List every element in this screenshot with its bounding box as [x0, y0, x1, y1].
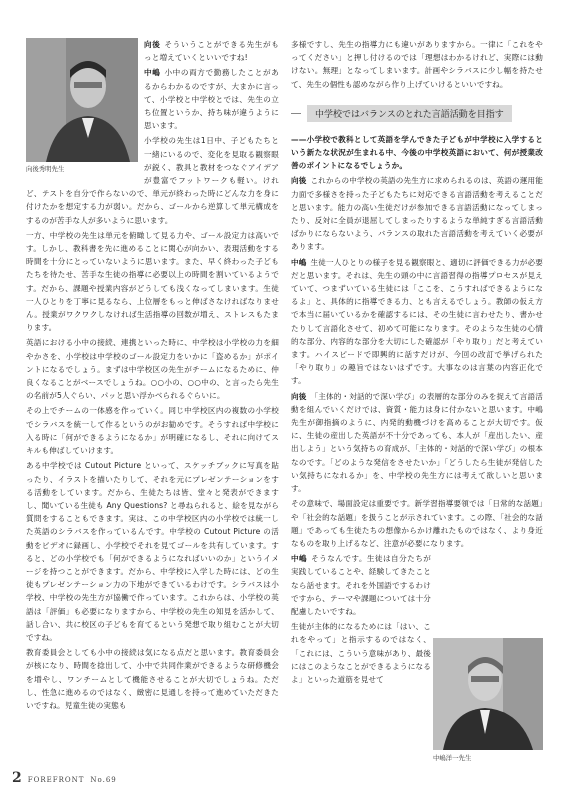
speaker: 中嶋	[291, 257, 307, 267]
photo-kogo	[26, 38, 138, 173]
paragraph: 教育委員会としても小中の接続は気になる点だと思います。教育委員会が核になり、時間を捻出して、小中で共同作業ができるような研修機会を増やし、ワンチームとして機能させることが大切でしょうね。ただし、性急に進めるのではなく、緻密に見通しを持って進めていただきたいですね。児童生徒の実態も	[26, 648, 279, 710]
page-number: 2	[12, 770, 22, 786]
page-footer	[12, 770, 117, 786]
paragraph-text: そうなんです。生徒は自分たちが実践していることや、経験してきたことなら話せます。それを外国語でするわけですから、テーマや課題については十分配慮したいですね。	[291, 554, 431, 616]
paragraph	[291, 256, 543, 388]
right-column	[291, 38, 543, 688]
photo-caption: 中嶋洋一先生	[433, 754, 472, 762]
photo-caption: 向後秀明先生	[26, 165, 65, 173]
section-heading-text: 中学校ではバランスのとれた言語活動を目指す	[307, 105, 512, 122]
speaker: 中嶋	[291, 554, 308, 564]
portrait-image	[433, 638, 543, 750]
paragraph	[291, 390, 543, 496]
right-bottom-text	[291, 552, 431, 686]
paragraph-text: 「主体的・対話的で深い学び」の表層的な部分のみを捉えて言語活動を組んでいくだけでは、資質・能力は身に付かないと思います。中嶋先生が御指摘のように、内発的動機づけを高めることが大切です。仮に、生徒の産出した英語が不十分であっても、本人が「産出したい、産出しよう」という気持ちの育成が、「主体的・対話的で深い学び」の根本なのです。「どのような発信をさせたいか」「どうしたら生徒が発信したい気持ちになれるか」を、中学校の先生方には考えて欲しいと思います。	[291, 391, 543, 494]
paragraph: 多様ですし、先生の指導力にも違いがありますから。一律に「これをやってください」と押し付けるのでは「理想はわかるけれど、実際には動けない。無理」となってしまいます。計画やシラバスに少し幅を持たせて、先生の個性も認めながら作り上げていけるといいですね。	[291, 40, 543, 89]
speaker: 中嶋	[144, 68, 161, 78]
paragraph-text: 生徒一人ひとりの様子を見る観察眼と、適切に評価できる力が必要だと思います。それは、先生の頭の中に言語習得の指導プロセスが見えていて、つまずいている生徒には「ここを、こうすればできるようになるよ」と、具体的に指導できる力、とも言えるでしょう。教師の仮え方で本当に届いているかを確認するには、その生徒に言わせたり、書かせたりして言語化させて、初めて可能になります。そのような生徒の心情的な部分、内容的な部分を大切にした確認が「やり取り」だと考えています。ハイスピードで即興的に話すだけが、今回の改訂で挙げられた「やり取り」の趣旨ではないはずです。大事なのは言葉の内容正化です。	[291, 257, 543, 386]
speaker: 向後	[291, 391, 307, 401]
paragraph: 英語における小中の接続、連携といった時に、中学校は小学校の力を細やかさを、小学校は中学校のゴール設定力をいかに「盗めるか」がポイントになるでしょう。まずは中学校区の先生がチームになるために、仲良くなることがベースでしょうね。○○小の、○○中の、と言ったら先生の名前が5人ぐらい、パッと思い浮かべられるぐらいに。	[26, 338, 279, 401]
speaker: 向後	[144, 40, 161, 49]
paragraph: ある中学校では Cutout Picture といって、スケッチブックに写真を貼ったり、イラストを描いたりして、それを元にプレゼンテーションをする活動をしています。だから、生徒たちは皆、堂々と発表ができますし、聞いている生徒も Any Questions? と尋ねられると、絵を見ながら質問をすることもできます。実は、この中学校区内の小学校では統一した英語のシラバスを作っているんです。中学校の Cutout Picture の活動をビデオに録画し、小学校でそれを見てゴールを共有しています。すると、どの小学校でも「何ができるようになればいいのか」というイメージを持つことができます。だから、中学校に入学した時には、どの生徒もプレゼンテーション力の下地ができているわけです。シラバスは小学校、中学校の先生方が協働で作っています。これからは、小学校の英語は「評価」も必要になりますから、中学校の先生の知見を活かして、話し合い、共に校区の子どもを育てるという発想で取り組むことが大切ですね。	[26, 461, 279, 642]
left-column	[26, 38, 279, 714]
issue-number: No.69	[90, 776, 117, 784]
paragraph-text: これからの中学校の英語の先生方に求められるのは、英語の運用能力面で多様さを持った子どもたちに対応できる言語活動を考えることだと思います。能力の高い生徒だけが参加できる言語活動になってしまったり、反対に全員が退屈してしまったりするような単純すぎる言語活動ばかりにならないよう、バランスの取れた言語活動を考えていく必要があります。	[291, 176, 543, 252]
paragraph-text: そういうことができる先生がもっと増えていくといいですね!	[144, 40, 279, 63]
paragraph	[291, 552, 431, 618]
paragraph: その上でチームの一体感を作っていく。同じ中学校区内の複数の小学校でシラバスを統一して作るというのがお勧めです。そうすれば中学校に入る時に「何ができるようになるか」が明確になるし、それに向けてスキルも伸ばしていけます。	[26, 406, 279, 456]
paragraph: 一方、中学校の先生は単元を俯瞰して見る力や、ゴール設定力は高いです。しかし、教科書を先に進めることに関心が向かい、表現活動をする時間を十分にとっていないように思います。また、早く終わった子どもたちを待たせ、苦手な生徒の指導に必要以上の時間を割いているようです。だから、課題や授業内容がどうしても浅くなってしまいます。生徒一人ひとりを丁寧に見るなら、上位層をもっと伸ばさなければなりません。授業がワクワクしなければ生活指導の回数が増え、ストレスもたまります。	[26, 230, 279, 333]
speaker: 向後	[291, 176, 307, 186]
interview-question: ——小学校で教科として英語を学んできた子どもが中学校に入学するという新たな状況が生まれる中、今後の中学校英語において、何が授業改善のポイントになるでしょうか。	[291, 134, 543, 171]
portrait-image	[26, 38, 138, 162]
paragraph-text: 小学校の先生は1日中、子どもたちと一緒にいるので、変化を見取る観察眼が鋭く、教具と教材をつなぐアイデアが豊富でフットワークも軽い。けれど、テストを自分で作らないので、単元が終わった時にどんな力を身に付けたかを想定する力が弱い。だから、ゴールから逆算して単元構成をするのが苦手な人が多いように思います。	[26, 136, 279, 225]
paragraph	[291, 174, 543, 253]
section-heading	[291, 105, 543, 123]
heading-rule	[291, 113, 301, 114]
photo-nakajima	[433, 638, 543, 762]
magazine-title: FOREFRONT	[27, 776, 85, 784]
paragraph: 生徒が主体的になるためには「はい、これをやって」と指示するのではなく、「これには、こういう意味があり、最後にはこのようなことができるようになるよ」といった道筋を見せて	[291, 622, 431, 684]
paragraph: その意味で、場面設定は重要です。新学習指導要領では「日常的な話題」や「社会的な話題」を扱うことが示されています。この際、「社会的な話題」であっても生徒たちの想像からかけ離れたものではなく、より身近なものを取り上げるなど、注意が必要になります。	[291, 499, 543, 548]
paragraph-text: 小中の両方で勤務したことがあるからわかるのですが、大まかに言って、小学校と中学校とでは、先生の立ち位置というか、持ち味が違うように思います。	[144, 68, 279, 131]
